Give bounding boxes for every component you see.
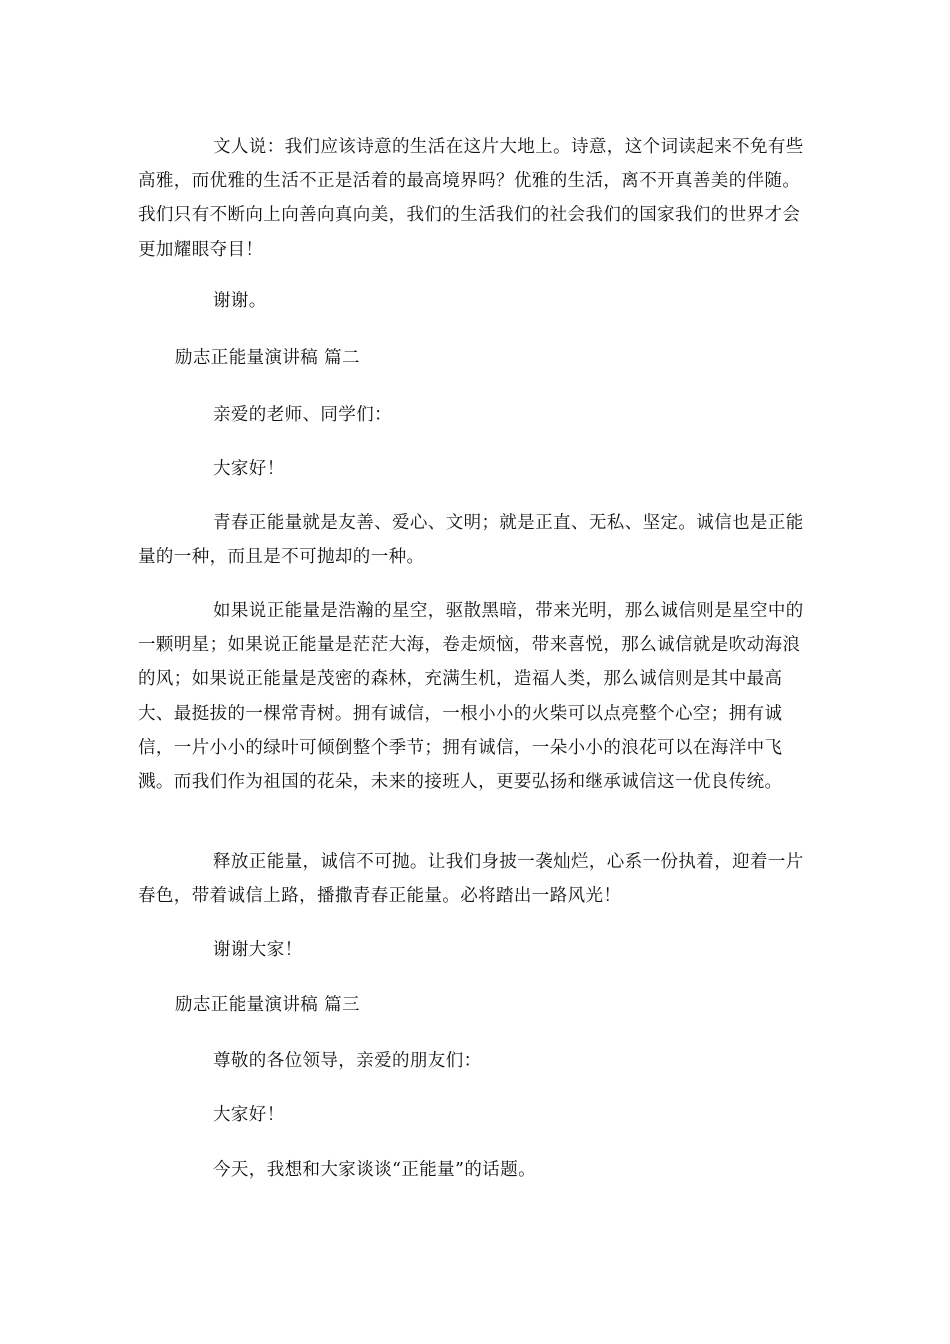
section-heading-part-three: 励志正能量演讲稿 篇三 xyxy=(175,995,360,1015)
section-heading-part-two: 励志正能量演讲稿 篇二 xyxy=(175,348,360,368)
paragraph-topic-intro: 今天，我想和大家谈谈“正能量”的话题。 xyxy=(213,1160,536,1180)
paragraph-salutation-leaders: 尊敬的各位领导，亲爱的朋友们： xyxy=(213,1051,482,1071)
paragraph-youth-energy: 青春正能量就是友善、爱心、文明；就是正直、无私、坚定。诚信也是正能量的一种，而且是不可抛却的一种。 xyxy=(138,513,804,568)
paragraph-release-energy: 释放正能量，诚信不可抛。让我们身披一袭灿烂，心系一份执着，迎着一片春色，带着诚信上路，播撒青春正能量。必将踏出一路风光！ xyxy=(138,852,804,907)
paragraph-thanks-all: 谢谢大家！ xyxy=(213,940,303,960)
paragraph-salutation: 亲爱的老师、同学们： xyxy=(213,405,392,425)
paragraph-thanks: 谢谢。 xyxy=(213,291,267,311)
paragraph-poetic-life: 文人说：我们应该诗意的生活在这片大地上。诗意，这个词读起来不免有些高雅，而优雅的生活不正是活着的最高境界吗？优雅的生活，离不开真善美的伴随。我们只有不断向上向善向真向美，我们的生活我们的社会我们的国家我们的世界才会更加耀眼夺目！ xyxy=(138,137,804,260)
paragraph-greeting: 大家好！ xyxy=(213,459,285,479)
paragraph-integrity-metaphor: 如果说正能量是浩瀚的星空，驱散黑暗，带来光明，那么诚信则是星空中的一颗明星；如果说正能量是茫茫大海，卷走烦恼，带来喜悦，那么诚信就是吹动海浪的风；如果说正能量是茂密的森林，充满生机，造福人类，那么诚信则是其中最高大、最挺拔的一棵常青树。拥有诚信，一根小小的火柴可以点亮整个心空；拥有诚信，一片小小的绿叶可倾倒整个季节；拥有诚信，一朵小小的浪花可以在海洋中飞溅。而我们作为祖国的花朵，未来的接班人，更要弘扬和继承诚信这一优良传统。 xyxy=(138,601,804,793)
paragraph-greeting-two: 大家好！ xyxy=(213,1105,285,1125)
